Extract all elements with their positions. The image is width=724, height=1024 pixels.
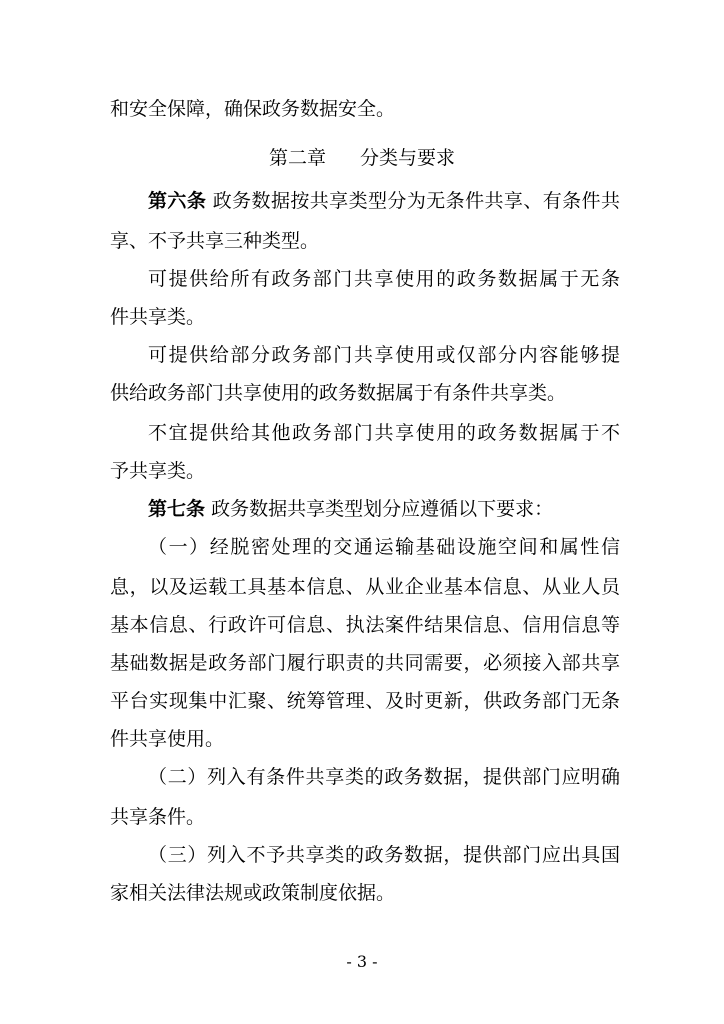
paragraph-unconditional-line-2: 件共享类。 <box>110 306 206 328</box>
item-1-line-4: 基础数据是政务部门履行职责的共同需要，必须接入部共享 <box>110 652 620 674</box>
chapter-title: 分类与要求 <box>360 147 456 169</box>
article-7-label: 第七条 <box>148 498 206 520</box>
article-6-label: 第六条 <box>148 190 207 212</box>
chapter-heading <box>0 145 724 171</box>
paragraph-conditional-line-2: 供给政务部门共享使用的政务数据属于有条件共享类。 <box>110 382 567 404</box>
item-2-line-1: （二）列入有条件共享类的政务数据，提供部门应明确 <box>148 766 620 788</box>
item-1-line-1: （一）经脱密处理的交通运输基础设施空间和属性信 <box>148 536 620 558</box>
article-6-line-1 <box>148 188 620 214</box>
item-3-line-2: 家相关法律法规或政策制度依据。 <box>110 882 396 904</box>
continuation-text: 和安全保障，确保政务数据安全。 <box>110 98 396 120</box>
article-7-line-1 <box>148 496 620 522</box>
article-6-line-2: 享、不予共享三种类型。 <box>110 230 320 252</box>
item-2-line-2: 共享条件。 <box>110 806 206 828</box>
chapter-number: 第二章 <box>268 147 326 169</box>
item-3-line-1: （三）列入不予共享类的政务数据，提供部门应出具国 <box>148 844 620 866</box>
article-7-text-1: 政务数据共享类型划分应遵循以下要求： <box>211 498 554 520</box>
paragraph-unconditional-line-1: 可提供给所有政务部门共享使用的政务数据属于无条 <box>148 268 620 290</box>
item-1-line-5: 平台实现集中汇聚、统筹管理、及时更新，供政务部门无条 <box>110 690 620 712</box>
paragraph-conditional-line-1: 可提供给部分政务部门共享使用或仅部分内容能够提 <box>148 344 620 366</box>
page-number: - 3 - <box>346 952 378 971</box>
item-1-line-3: 基本信息、行政许可信息、执法案件结果信息、信用信息等 <box>110 614 620 636</box>
item-1-line-2: 息，以及运载工具基本信息、从业企业基本信息、从业人员 <box>110 576 620 598</box>
paragraph-not-shared-line-1: 不宜提供给其他政务部门共享使用的政务数据属于不 <box>148 422 620 444</box>
item-1-line-6: 件共享使用。 <box>110 728 225 750</box>
article-6-text-1: 政务数据按共享类型分为无条件共享、有条件共 <box>212 190 620 212</box>
paragraph-not-shared-line-2: 予共享类。 <box>110 460 206 482</box>
